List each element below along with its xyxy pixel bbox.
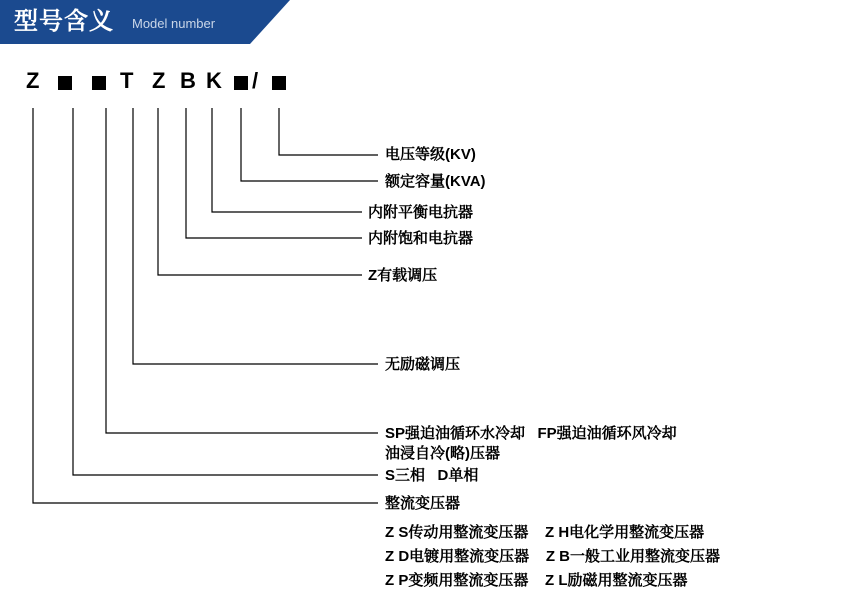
leader-cooling xyxy=(106,108,378,433)
leader-off-circuit-tap xyxy=(133,108,378,364)
leader-on-load-tap xyxy=(158,108,362,275)
leader-rated-capacity xyxy=(241,108,378,181)
leader-balance-reactor xyxy=(212,108,362,212)
leader-voltage-class xyxy=(279,108,378,155)
leader-rectifier-transformer xyxy=(33,108,378,503)
callout-balance-reactor: 内附平衡电抗器 xyxy=(368,204,474,221)
callout-cooling-forced: SP强迫油循环水冷却 FP强迫油循环风冷却 xyxy=(385,425,677,442)
callout-usage-row-2: Z D电镀用整流变压器 Z B一般工业用整流变压器 xyxy=(385,548,720,565)
callout-on-load-tap: Z有载调压 xyxy=(368,267,438,284)
callout-rectifier-transformer: 整流变压器 xyxy=(385,495,461,512)
callout-usage-row-3: Z P变频用整流变压器 Z L励磁用整流变压器 xyxy=(385,572,688,589)
leader-phase xyxy=(73,108,378,475)
callout-voltage-class: 电压等级(KV) xyxy=(385,146,476,163)
callout-saturable-reactor: 内附饱和电抗器 xyxy=(368,230,474,247)
callout-cooling-self: 油浸自冷(略)压器 xyxy=(385,445,500,462)
page-title-cn: 型号含义 xyxy=(14,8,114,35)
model-code-char: B xyxy=(180,68,196,93)
callout-off-circuit-tap: 无励磁调压 xyxy=(385,356,461,373)
model-code-char: T xyxy=(120,68,134,93)
callout-usage-row-1: Z S传动用整流变压器 Z H电化学用整流变压器 xyxy=(385,524,705,541)
page-title-en: Model number xyxy=(132,16,216,31)
callout-rated-capacity: 额定容量(KVA) xyxy=(385,173,486,190)
model-code-char: Z xyxy=(26,68,40,93)
model-code-char: Z xyxy=(152,68,166,93)
model-code-char: / xyxy=(252,68,259,93)
callout-phase: S三相 D单相 xyxy=(385,467,479,484)
model-code-char: K xyxy=(206,68,222,93)
